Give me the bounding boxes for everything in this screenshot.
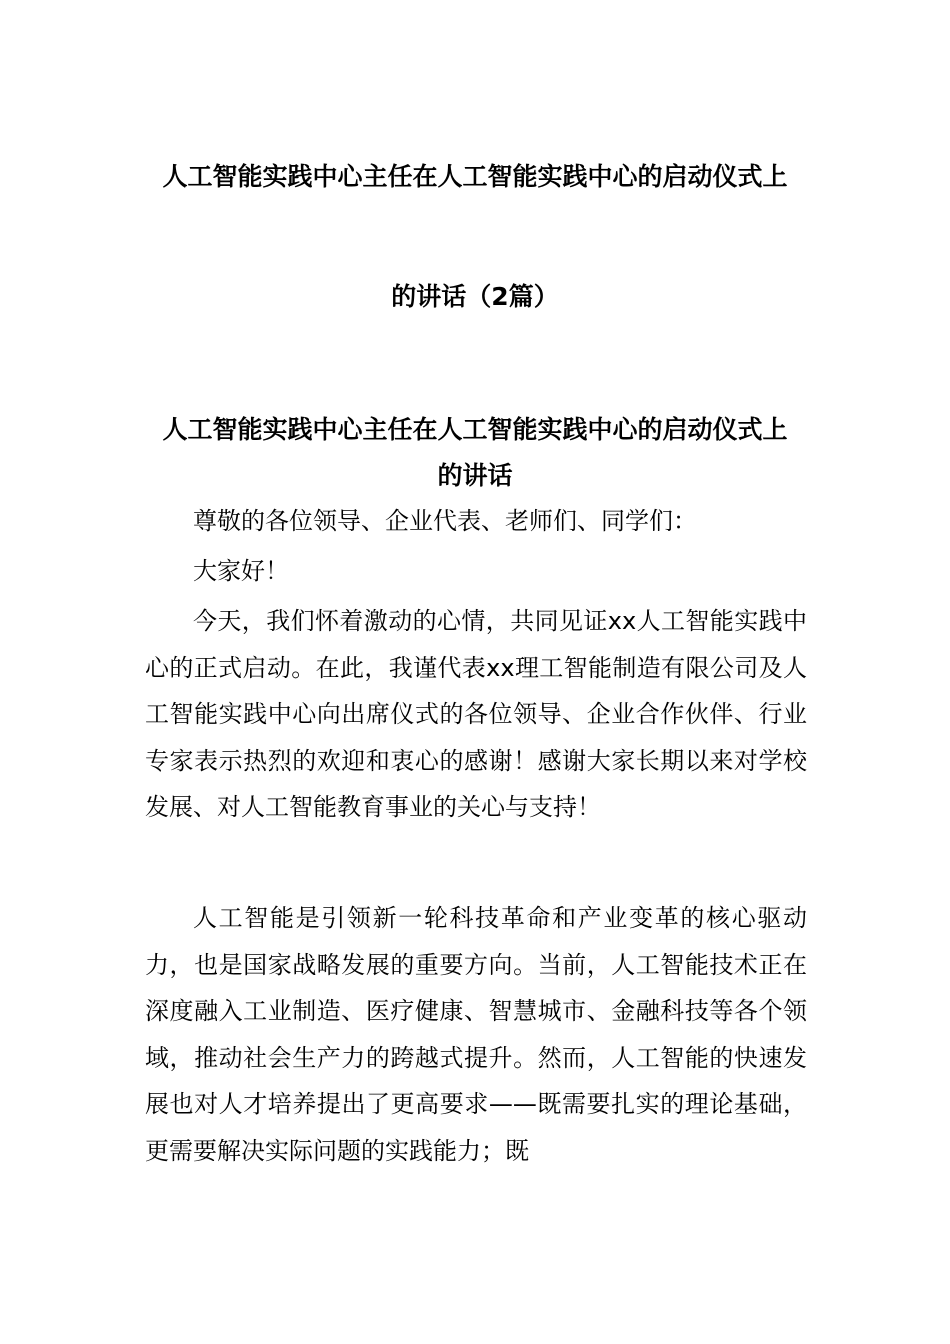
speech-heading: [120, 407, 830, 499]
greeting: 大家好！: [193, 557, 289, 585]
paragraph: 人工智能是引领新一轮科技革命和产业变革的核心驱动力，也是国家战略发展的重要方向。当前，人工智能技术正在深度融入工业制造、医疗健康、智慧城市、金融科技等各个领域，推动社会生产力的跨越式提升。然而，人工智能的快速发展也对人才培养提出了更高要求——既需要扎实的理论基础，更需要解决实际问题的实践能力；既: [145, 904, 807, 1165]
document-title-line-1: 人工智能实践中心主任在人工智能实践中心的启动仪式上: [162, 162, 788, 191]
speech-heading-line-2: 的讲话: [437, 461, 513, 490]
paragraph: 今天，我们怀着激动的心情，共同见证xx人工智能实践中心的正式启动。在此，我谨代表xx理工智能制造有限公司及人工智能实践中心向出席仪式的各位领导、企业合作伙伴、行业专家表示热烈的欢迎和衷心的感谢！感谢大家长期以来对学校发展、对人工智能教育事业的关心与支持！: [145, 607, 807, 821]
speech-heading-line-1: 人工智能实践中心主任在人工智能实践中心的启动仪式上: [162, 415, 788, 444]
salutation: 尊敬的各位领导、企业代表、老师们、同学们：: [193, 507, 697, 535]
document-title-line-2: 的讲话（2篇）: [391, 282, 559, 311]
